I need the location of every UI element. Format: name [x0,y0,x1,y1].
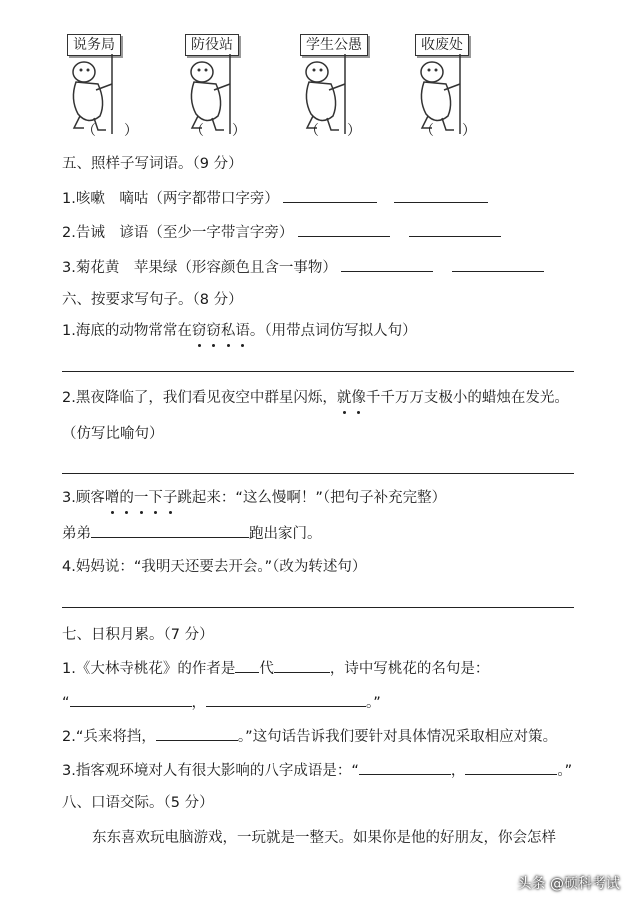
question-text: 代 [259,661,274,677]
dotted-char: 子 [162,490,178,506]
question-text: 跑出家门。 [249,526,322,542]
question-text: 。”这句话告诉我们要针对具体情况采取相应对策。 [237,729,558,745]
question-text: 。（用带点词仿写拟人句） [249,323,417,339]
question-7-3 [62,760,572,781]
dotted-word [105,490,178,506]
signboard-2 [180,24,270,124]
question-5-2 [62,222,501,243]
question-6-2-note: （仿写比喻句） [62,426,164,442]
sign-text: 说务局 [67,34,121,56]
question-6-3 [62,488,446,508]
question-text: 2.告诫 谚语（至少一字带言字旁） [62,225,294,241]
answer-line[interactable] [62,606,574,608]
answer-parentheses[interactable]: （ ） [305,123,361,139]
question-6-3-fill [62,523,322,544]
answer-blank[interactable] [70,692,192,707]
answer-blank[interactable] [409,222,501,237]
question-text: 2.黑夜降临了，我们看见夜空中群星闪烁， [62,390,337,406]
answer-parentheses[interactable]: （ ） [190,123,246,139]
question-6-2 [62,388,569,408]
sign-text: 学生公愚 [300,34,368,56]
answer-line[interactable] [62,472,574,474]
answer-blank[interactable] [235,658,259,673]
sign-text: 防役站 [185,34,239,56]
answer-line[interactable] [62,370,574,372]
dotted-word [192,323,250,339]
dotted-char: 语 [235,323,250,339]
section-8-paragraph: 东东喜欢玩电脑游戏，一玩就是一整天。如果你是他的好朋友，你会怎样 [92,830,556,846]
question-text: 。” [366,695,381,711]
question-7-1-answer [62,692,381,713]
answer-blank[interactable] [298,222,390,237]
sign-text: 收废处 [415,34,469,56]
answer-blank[interactable] [465,760,557,775]
question-text: 3.菊花黄 苹果绿（形容颜色且含一事物） [62,260,337,276]
answer-blank[interactable] [283,188,377,203]
question-text: 3.指客观环境对人有很大影响的八字成语是：“ [62,763,359,779]
dotted-char: 下 [148,490,163,506]
section-8-heading: 八、口语交际。（5 分） [62,795,214,811]
question-text: “ [62,695,70,711]
dotted-char: 窃 [206,323,221,339]
question-text: 2.“兵来将挡， [62,729,156,745]
signboard-3 [295,24,385,124]
answer-blank[interactable] [452,257,544,272]
question-7-1 [62,658,489,679]
question-text: 3.顾客 [62,490,105,506]
question-5-1 [62,188,488,209]
question-text: ， [450,763,466,779]
question-text: 1.咳嗽 嘀咕（两字都带口字旁） [62,191,279,207]
dotted-word [337,390,366,406]
question-6-1 [62,321,417,341]
dotted-char: 窃 [191,323,207,339]
question-text: ， [191,695,207,711]
answer-parentheses[interactable]: （ ） [420,123,476,139]
dotted-char: 的 [119,490,134,506]
question-text: 跳起来：“这么慢啊！”（把句子补充完整） [177,490,447,506]
answer-blank[interactable] [274,658,330,673]
question-text: 千千万万支极小的蜡烛在发光。 [365,390,569,406]
question-text: 。” [557,763,573,779]
question-text: 1.海底的动物常常在 [62,323,192,339]
signboard-4 [410,24,500,124]
section-7-heading: 七、日积月累。（7 分） [62,627,214,643]
question-7-2 [62,726,557,747]
answer-blank[interactable] [156,726,238,741]
answer-blank[interactable] [91,523,249,538]
answer-blank[interactable] [206,692,366,707]
question-text: 1.《大林寺桃花》的作者是 [62,661,236,677]
signboard-1 [62,24,152,124]
answer-blank[interactable] [359,760,451,775]
dotted-char: 就 [336,390,352,406]
question-5-3 [62,257,544,278]
dotted-char: 一 [133,490,149,506]
dotted-char: 像 [351,390,366,406]
answer-parentheses[interactable]: （ ） [82,123,138,139]
answer-blank[interactable] [394,188,488,203]
dotted-char: 私 [220,323,236,339]
dotted-char: 噌 [104,490,120,506]
question-6-4: 4.妈妈说：“我明天还要去开会。”（改为转述句） [62,559,367,575]
answer-blank[interactable] [341,257,433,272]
question-text: ，诗中写桃花的名句是： [329,661,490,677]
section-5-heading: 五、照样子写词语。（9 分） [62,156,243,172]
watermark: 头条 @硕科考试 [517,876,620,892]
question-text: 弟弟 [62,526,91,542]
section-6-heading: 六、按要求写句子。（8 分） [62,292,243,308]
